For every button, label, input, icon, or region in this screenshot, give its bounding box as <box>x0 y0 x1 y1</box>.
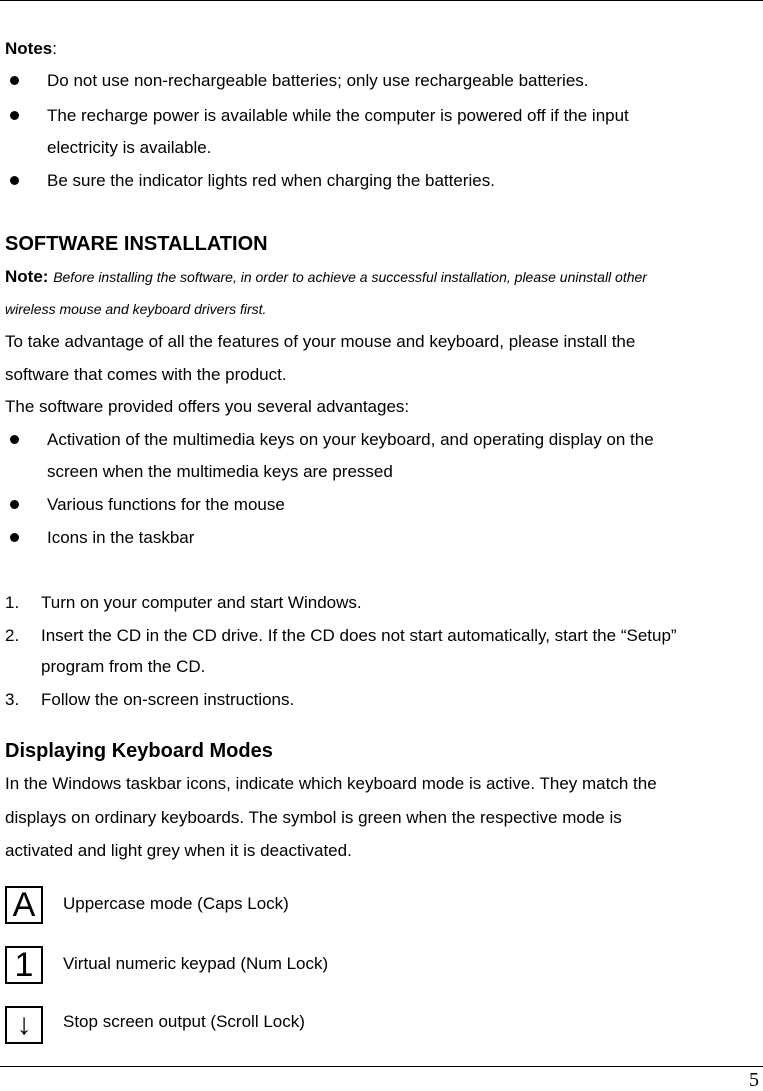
advantage-item-2: Various functions for the mouse <box>47 495 285 514</box>
advantage-item-1-cont: screen when the multimedia keys are pressed <box>47 462 393 481</box>
notes-heading-line <box>5 39 57 59</box>
scroll-lock-label: Stop screen output (Scroll Lock) <box>63 1012 305 1031</box>
notes-item-3: Be sure the indicator lights red when charging the batteries. <box>47 171 495 190</box>
step-number: 2. <box>5 626 20 645</box>
caps-lock-icon: A <box>5 886 43 924</box>
software-para-1b: software that comes with the product. <box>5 365 287 384</box>
num-lock-icon: 1 <box>5 946 43 984</box>
notes-item-1: Do not use non-rechargeable batteries; only use rechargeable batteries. <box>47 71 589 90</box>
step-text-cont: program from the CD. <box>41 657 206 676</box>
bullet-icon <box>10 435 19 444</box>
modes-para-line-1: In the Windows taskbar icons, indicate which keyboard mode is active. They match the <box>5 774 657 793</box>
notes-heading: Notes <box>5 39 53 58</box>
notes-colon: : <box>52 39 57 58</box>
step-number: 3. <box>5 690 20 709</box>
bullet-icon <box>10 176 19 185</box>
software-para-1a: To take advantage of all the features of your mouse and keyboard, please install the <box>5 332 636 351</box>
software-note-line-1 <box>5 267 647 287</box>
bullet-icon <box>10 500 19 509</box>
software-note-text-1: Before installing the software, in order to achieve a successful installation, please uninstall other <box>53 269 647 285</box>
advantage-item-1: Activation of the multimedia keys on your keyboard, and operating display on the <box>47 430 654 449</box>
step-text: Turn on your computer and start Windows. <box>41 593 362 612</box>
modes-title: Displaying Keyboard Modes <box>5 740 273 762</box>
scroll-lock-icon: ↓ <box>5 1006 43 1044</box>
software-note-text-2: wireless mouse and keyboard drivers first. <box>5 301 267 317</box>
bottom-rule <box>0 1066 763 1067</box>
step-text: Follow the on-screen instructions. <box>41 690 295 709</box>
notes-item-2-cont: electricity is available. <box>47 138 212 157</box>
modes-para-line-2: displays on ordinary keyboards. The symbol is green when the respective mode is <box>5 808 622 827</box>
bullet-icon <box>10 111 19 120</box>
software-title: SOFTWARE INSTALLATION <box>5 233 268 255</box>
software-note-label: Note: <box>5 267 49 286</box>
page-number: 5 <box>749 1069 759 1091</box>
bullet-icon <box>10 533 19 542</box>
step-number: 1. <box>5 593 20 612</box>
top-rule <box>0 0 763 1</box>
modes-para-line-3: activated and light grey when it is deactivated. <box>5 841 352 860</box>
caps-lock-label: Uppercase mode (Caps Lock) <box>63 894 289 913</box>
bullet-icon <box>10 76 19 85</box>
advantage-item-3: Icons in the taskbar <box>47 528 195 547</box>
num-lock-label: Virtual numeric keypad (Num Lock) <box>63 954 329 973</box>
software-para-2: The software provided offers you several advantages: <box>5 397 410 416</box>
step-text: Insert the CD in the CD drive. If the CD does not start automatically, start the “Setup” <box>41 626 677 645</box>
notes-item-2: The recharge power is available while the computer is powered off if the input <box>47 106 629 125</box>
